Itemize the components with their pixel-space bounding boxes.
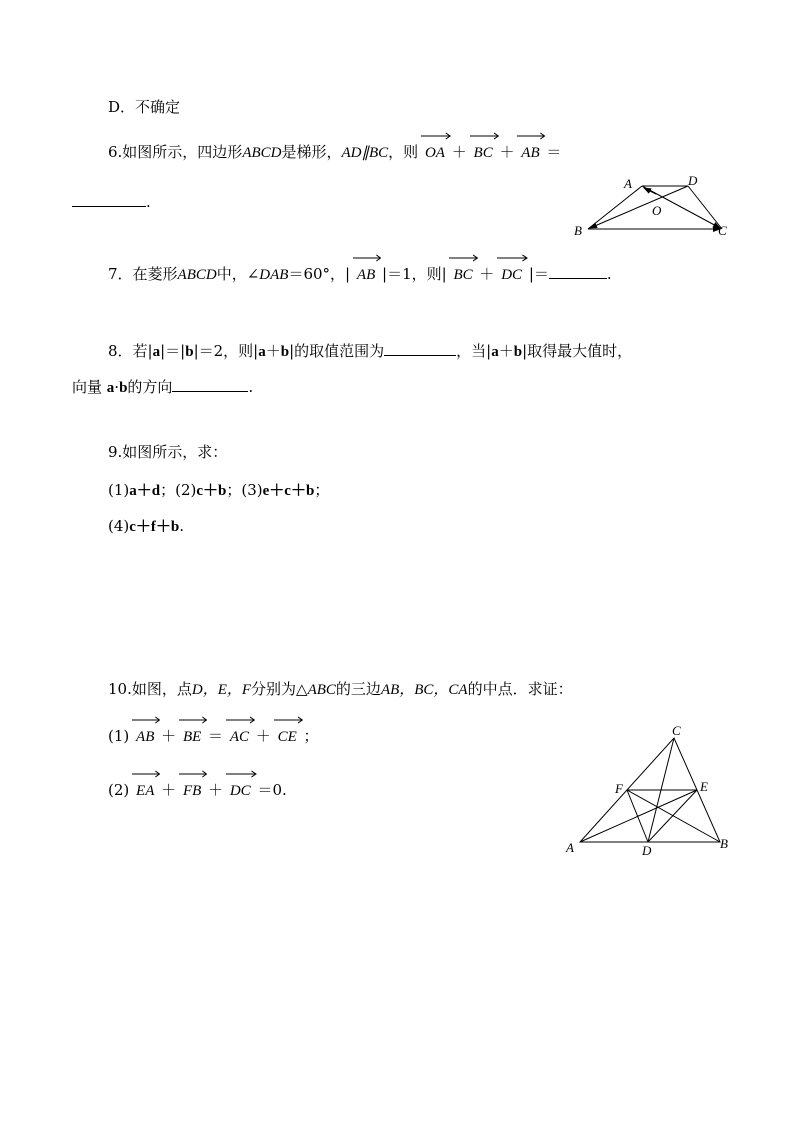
vector-dc: DC bbox=[228, 781, 253, 801]
q7-question: 7．在菱形ABCD中，∠DAB＝60°，| AB |＝1，则| BC ＋ DC |＝ . bbox=[108, 262, 612, 285]
vector-oa-mark bbox=[644, 188, 656, 194]
q10-triangle-figure bbox=[560, 720, 740, 860]
vector-ab: AB bbox=[134, 727, 156, 747]
vector-dc: DC bbox=[499, 265, 524, 285]
median-ae bbox=[580, 790, 697, 842]
label-e: E bbox=[700, 779, 708, 794]
q10-part-2: (2) EA ＋ FB ＋ DC ＝0. bbox=[108, 780, 287, 801]
label-c: C bbox=[672, 723, 681, 738]
label-a: A bbox=[566, 840, 574, 855]
label-d: D bbox=[688, 173, 698, 188]
q9-part-4: (4)c＋f＋b. bbox=[108, 517, 185, 535]
q5-option-d: D．不确定 bbox=[108, 98, 181, 116]
vector-bc: BC bbox=[451, 265, 474, 285]
vector-bc: BC bbox=[472, 143, 495, 163]
median-bf bbox=[627, 790, 720, 842]
edge-dc bbox=[688, 186, 722, 229]
q8-direction-blank[interactable] bbox=[172, 375, 248, 392]
diag-db bbox=[590, 186, 688, 228]
label-b: B bbox=[574, 223, 582, 238]
q8-question-line2: 向量 a·b的方向 . bbox=[72, 375, 253, 398]
q6-answer-line: . bbox=[72, 190, 151, 212]
q10-title: 10.如图，点D，E，F分别为△ABC的三边AB，BC，CA的中点．求证： bbox=[108, 680, 573, 698]
vector-ac: AC bbox=[228, 727, 251, 747]
vector-oa: OA bbox=[423, 143, 447, 163]
q8-question-line1: 8．若|a|＝|b|＝2，则|a＋b|的取值范围为 ，当|a＋b|取得最大值时， bbox=[108, 339, 632, 362]
label-o: O bbox=[652, 203, 662, 218]
vector-be: BE bbox=[181, 727, 203, 747]
q9-title: 9.如图所示，求： bbox=[108, 443, 228, 461]
label-c: C bbox=[718, 223, 727, 238]
vector-ea: EA bbox=[134, 781, 156, 801]
vector-ab: AB bbox=[519, 143, 541, 163]
vector-ce: CE bbox=[276, 727, 299, 747]
q7-answer-blank[interactable] bbox=[549, 262, 607, 279]
label-f: F bbox=[615, 781, 623, 796]
label-d: D bbox=[642, 843, 652, 858]
label-a: A bbox=[624, 176, 632, 191]
q6-trapezoid-figure bbox=[570, 170, 740, 245]
label-b: B bbox=[720, 836, 728, 851]
q9-parts-1-3: (1)a＋d；(2)c＋b；(3)e＋c＋b； bbox=[108, 481, 330, 499]
q8-range-blank[interactable] bbox=[384, 339, 456, 356]
edge-ab bbox=[588, 186, 642, 229]
q6-answer-blank[interactable] bbox=[72, 190, 146, 207]
vector-fb: FB bbox=[181, 781, 203, 801]
q6-question: 6.如图所示，四边形ABCD是梯形，AD∥BC，则 OA ＋ BC ＋ AB ＝ bbox=[108, 142, 561, 163]
q10-part-1: (1) AB ＋ BE ＝ AC ＋ CE ； bbox=[108, 726, 319, 747]
vector-ab: AB bbox=[355, 265, 377, 285]
